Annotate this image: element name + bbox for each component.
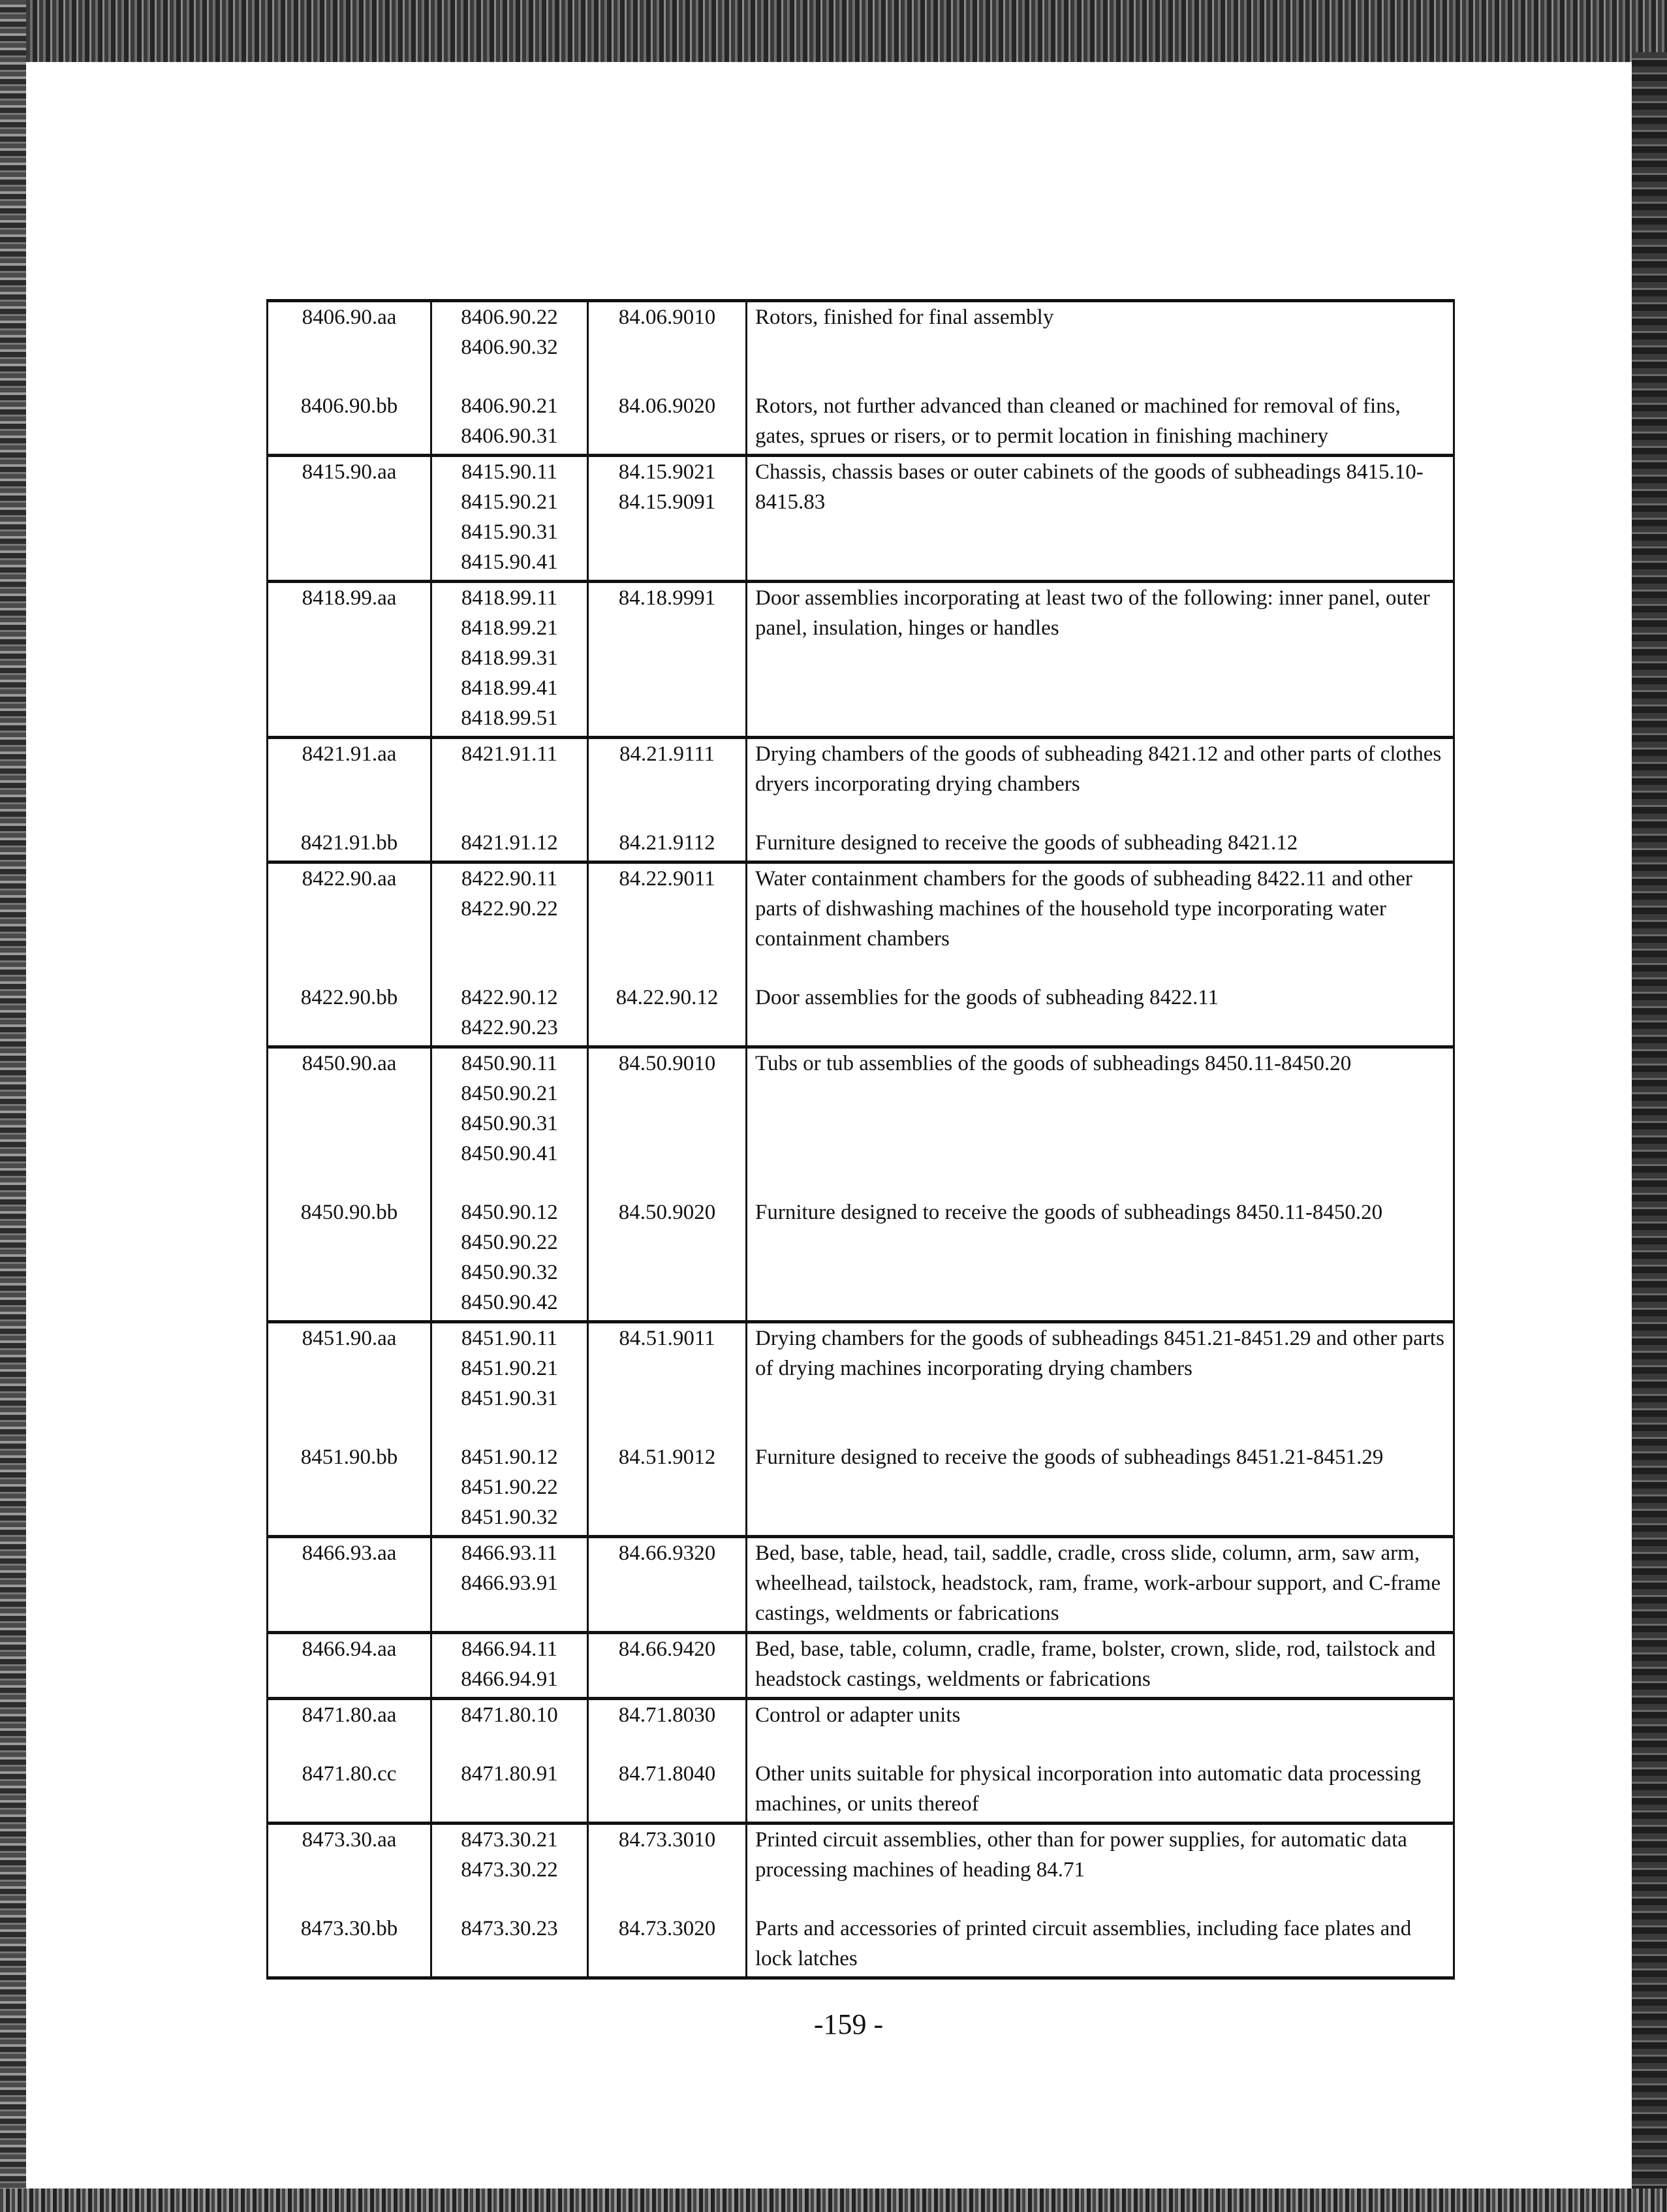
description-text: Control or adapter units bbox=[755, 1703, 961, 1727]
description-text: Water containment chambers for the goods of subheading 8422.11 and other parts of dishwashing machines of the household type incorporating water containment chambers bbox=[755, 867, 1412, 951]
heading-code: 8422.90.bb bbox=[300, 986, 398, 1009]
description-cell bbox=[747, 802, 1454, 862]
description-text: Bed, base, table, column, cradle, frame, bolster, crown, slide, rod, tailstock and headstock castings, weldments or fabrications bbox=[755, 1637, 1436, 1691]
description-text: Bed, base, table, head, tail, saddle, cradle, cross slide, column, arm, saw arm, wheelhead, tailstock, headstock, ram, frame, work-arbour support, and C-frame castings, weldments or fabrications bbox=[755, 1541, 1441, 1625]
description-text: Chassis, chassis bases or outer cabinets of the goods of subheadings 8415.10-8415.83 bbox=[755, 460, 1424, 514]
subheading-code: 8422.90.22 bbox=[461, 897, 558, 921]
tariff-cell bbox=[588, 365, 747, 456]
heading-code: 8421.91.aa bbox=[302, 742, 397, 766]
table-row bbox=[268, 1633, 1454, 1699]
tariff-code: 84.51.9012 bbox=[618, 1446, 716, 1469]
subheading-code: 8418.99.21 bbox=[461, 616, 558, 640]
tariff-code: 84.22.90.12 bbox=[615, 986, 719, 1009]
subheading-code: 8415.90.11 bbox=[461, 460, 558, 484]
subheading-code: 8450.90.31 bbox=[461, 1112, 558, 1135]
subheadings-cell bbox=[431, 1733, 588, 1824]
table-row bbox=[268, 1416, 1454, 1537]
description-cell bbox=[747, 1322, 1454, 1417]
subheadings-cell bbox=[431, 456, 588, 582]
subheadings-cell bbox=[431, 862, 588, 957]
table-row bbox=[268, 1824, 1454, 1888]
tariff-code: 84.06.9020 bbox=[618, 394, 716, 418]
tariff-code: 84.66.9420 bbox=[618, 1637, 716, 1661]
description-text: Door assemblies incorporating at least two of the following: inner panel, outer panel, insulation, hinges or handles bbox=[755, 586, 1430, 640]
tariff-code: 84.66.9320 bbox=[618, 1541, 716, 1565]
tariff-code: 84.15.9021 84.15.9091 bbox=[618, 460, 716, 514]
subheadings-cell bbox=[431, 738, 588, 802]
tariff-code: 84.73.3020 bbox=[618, 1917, 716, 1940]
table-row bbox=[268, 1171, 1454, 1322]
heading-code: 8451.90.aa bbox=[302, 1327, 397, 1350]
subheadings-cell bbox=[431, 582, 588, 738]
heading-cell bbox=[268, 1699, 431, 1733]
description-text: Printed circuit assemblies, other than for power supplies, for automatic data processing machines of heading 84.71 bbox=[755, 1828, 1407, 1882]
tariff-cell bbox=[588, 1322, 747, 1417]
tariff-cell bbox=[588, 1824, 747, 1888]
heading-cell bbox=[268, 1322, 431, 1417]
heading-code: 8422.90.aa bbox=[302, 867, 397, 891]
tariff-table-body bbox=[268, 301, 1454, 1978]
heading-cell bbox=[268, 1633, 431, 1699]
description-cell bbox=[747, 1699, 1454, 1733]
subheading-code: 8451.90.22 bbox=[461, 1476, 558, 1499]
subheadings-cell bbox=[431, 802, 588, 862]
heading-cell bbox=[268, 1733, 431, 1824]
heading-code: 8415.90.aa bbox=[302, 460, 397, 484]
description-cell bbox=[747, 738, 1454, 802]
heading-cell bbox=[268, 582, 431, 738]
subheading-code: 8473.30.23 bbox=[461, 1917, 558, 1940]
subheading-code: 8422.90.12 bbox=[461, 986, 558, 1009]
table-row bbox=[268, 456, 1454, 582]
heading-cell bbox=[268, 456, 431, 582]
tariff-cell bbox=[588, 456, 747, 582]
tariff-code: 84.21.9111 bbox=[619, 742, 715, 766]
subheadings-cell bbox=[431, 1322, 588, 1417]
scan-border-bottom bbox=[0, 2188, 1667, 2212]
table-row bbox=[268, 738, 1454, 802]
tariff-cell bbox=[588, 738, 747, 802]
table-row bbox=[268, 1322, 1454, 1417]
subheading-code: 8450.90.22 bbox=[461, 1231, 558, 1254]
subheading-code: 8451.90.12 bbox=[461, 1446, 558, 1469]
heading-code: 8406.90.bb bbox=[300, 394, 398, 418]
tariff-code: 84.50.9010 bbox=[618, 1052, 716, 1075]
heading-code: 8471.80.aa bbox=[302, 1703, 397, 1727]
tariff-cell bbox=[588, 862, 747, 957]
description-text: Furniture designed to receive the goods of subheading 8421.12 bbox=[755, 831, 1298, 855]
scan-border-right bbox=[1632, 52, 1667, 2188]
description-cell bbox=[747, 1047, 1454, 1172]
heading-code: 8473.30.bb bbox=[300, 1917, 398, 1940]
tariff-cell bbox=[588, 956, 747, 1047]
subheading-code: 8471.80.91 bbox=[461, 1762, 558, 1786]
description-cell bbox=[747, 1537, 1454, 1633]
subheadings-cell bbox=[431, 301, 588, 366]
subheadings-cell bbox=[431, 1888, 588, 1978]
heading-cell bbox=[268, 1537, 431, 1633]
subheading-code: 8451.90.21 bbox=[461, 1357, 558, 1380]
subheadings-cell bbox=[431, 1416, 588, 1537]
description-text: Rotors, finished for final assembly bbox=[755, 306, 1054, 329]
subheading-code: 8466.94.11 bbox=[461, 1637, 558, 1661]
tariff-cell bbox=[588, 1537, 747, 1633]
heading-cell bbox=[268, 738, 431, 802]
description-cell bbox=[747, 1733, 1454, 1824]
tariff-code: 84.50.9020 bbox=[618, 1201, 716, 1224]
subheading-code: 8406.90.32 bbox=[461, 336, 558, 359]
subheadings-cell bbox=[431, 1633, 588, 1699]
description-text: Other units suitable for physical incorporation into automatic data processing machines, or units thereof bbox=[755, 1762, 1421, 1816]
tariff-cell bbox=[588, 1888, 747, 1978]
subheading-code: 8473.30.22 bbox=[461, 1858, 558, 1882]
subheading-code: 8415.90.21 bbox=[461, 490, 558, 514]
subheading-code: 8450.90.41 bbox=[461, 1142, 558, 1165]
subheading-code: 8450.90.42 bbox=[461, 1291, 558, 1314]
tariff-table bbox=[266, 299, 1455, 1980]
subheading-code: 8421.91.11 bbox=[461, 742, 558, 766]
subheading-code: 8406.90.22 bbox=[461, 306, 558, 329]
subheading-code: 8466.93.11 bbox=[461, 1541, 558, 1565]
description-text: Drying chambers of the goods of subheading 8421.12 and other parts of clothes dryers incorporating drying chambers bbox=[755, 742, 1442, 796]
tariff-cell bbox=[588, 1416, 747, 1537]
subheading-code: 8418.99.11 bbox=[461, 586, 558, 610]
subheading-code: 8422.90.11 bbox=[461, 867, 558, 891]
description-text: Parts and accessories of printed circuit assemblies, including face plates and lock latches bbox=[755, 1917, 1412, 1970]
description-cell bbox=[747, 1171, 1454, 1322]
subheading-code: 8415.90.31 bbox=[461, 520, 558, 544]
heading-cell bbox=[268, 1824, 431, 1888]
heading-cell bbox=[268, 1047, 431, 1172]
subheading-code: 8451.90.32 bbox=[461, 1506, 558, 1529]
heading-code: 8450.90.aa bbox=[302, 1052, 397, 1075]
tariff-cell bbox=[588, 802, 747, 862]
heading-cell bbox=[268, 862, 431, 957]
description-text: Tubs or tub assemblies of the goods of subheadings 8450.11-8450.20 bbox=[755, 1052, 1352, 1075]
subheadings-cell bbox=[431, 1824, 588, 1888]
description-text: Furniture designed to receive the goods of subheadings 8451.21-8451.29 bbox=[755, 1446, 1384, 1469]
description-text: Door assemblies for the goods of subheading 8422.11 bbox=[755, 986, 1219, 1009]
scan-border-top bbox=[0, 0, 1667, 62]
tariff-code: 84.06.9010 bbox=[618, 306, 716, 329]
table-row bbox=[268, 365, 1454, 456]
heading-code: 8466.94.aa bbox=[302, 1637, 397, 1661]
description-cell bbox=[747, 956, 1454, 1047]
description-cell bbox=[747, 862, 1454, 957]
tariff-code: 84.71.8030 bbox=[618, 1703, 716, 1727]
tariff-cell bbox=[588, 1699, 747, 1733]
tariff-cell bbox=[588, 1633, 747, 1699]
heading-code: 8451.90.bb bbox=[300, 1446, 398, 1469]
table-row bbox=[268, 1699, 1454, 1733]
heading-cell bbox=[268, 365, 431, 456]
table-row bbox=[268, 1537, 1454, 1633]
tariff-cell bbox=[588, 1047, 747, 1172]
subheading-code: 8418.99.51 bbox=[461, 706, 558, 730]
description-cell bbox=[747, 1633, 1454, 1699]
table-row bbox=[268, 301, 1454, 366]
subheadings-cell bbox=[431, 1537, 588, 1633]
subheading-code: 8422.90.23 bbox=[461, 1016, 558, 1039]
description-cell bbox=[747, 301, 1454, 366]
description-cell bbox=[747, 1416, 1454, 1537]
heading-cell bbox=[268, 956, 431, 1047]
subheadings-cell bbox=[431, 1171, 588, 1322]
heading-cell bbox=[268, 1888, 431, 1978]
scan-border-left bbox=[0, 0, 26, 2212]
heading-cell bbox=[268, 802, 431, 862]
table-row bbox=[268, 956, 1454, 1047]
subheading-code: 8466.93.91 bbox=[461, 1572, 558, 1595]
table-row bbox=[268, 862, 1454, 957]
subheading-code: 8471.80.10 bbox=[461, 1703, 558, 1727]
subheading-code: 8406.90.31 bbox=[461, 424, 558, 448]
description-cell bbox=[747, 582, 1454, 738]
subheading-code: 8450.90.12 bbox=[461, 1201, 558, 1224]
subheading-code: 8450.90.21 bbox=[461, 1082, 558, 1105]
heading-code: 8473.30.aa bbox=[302, 1828, 397, 1852]
heading-code: 8406.90.aa bbox=[302, 306, 397, 329]
subheadings-cell bbox=[431, 1699, 588, 1733]
subheading-code: 8451.90.31 bbox=[461, 1387, 558, 1410]
subheading-code: 8450.90.11 bbox=[461, 1052, 558, 1075]
subheading-code: 8421.91.12 bbox=[461, 831, 558, 855]
subheading-code: 8451.90.11 bbox=[461, 1327, 558, 1350]
heading-cell bbox=[268, 1171, 431, 1322]
subheading-code: 8418.99.41 bbox=[461, 676, 558, 700]
subheading-code: 8418.99.31 bbox=[461, 646, 558, 670]
heading-code: 8450.90.bb bbox=[300, 1201, 398, 1224]
tariff-code: 84.22.9011 bbox=[619, 867, 715, 891]
table-row bbox=[268, 1733, 1454, 1824]
description-text: Rotors, not further advanced than cleaned or machined for removal of fins, gates, sprues or risers, or to permit location in finishing machinery bbox=[755, 394, 1401, 448]
subheading-code: 8406.90.21 bbox=[461, 394, 558, 418]
tariff-cell bbox=[588, 582, 747, 738]
page-number: -159 - bbox=[813, 2008, 884, 2040]
table-row bbox=[268, 1047, 1454, 1172]
table-row bbox=[268, 802, 1454, 862]
subheading-code: 8415.90.41 bbox=[461, 550, 558, 574]
table-row bbox=[268, 1888, 1454, 1978]
description-cell bbox=[747, 365, 1454, 456]
tariff-code: 84.21.9112 bbox=[619, 831, 715, 855]
subheadings-cell bbox=[431, 1047, 588, 1172]
tariff-code: 84.73.3010 bbox=[618, 1828, 716, 1852]
tariff-cell bbox=[588, 1171, 747, 1322]
heading-code: 8466.93.aa bbox=[302, 1541, 397, 1565]
subheading-code: 8473.30.21 bbox=[461, 1828, 558, 1852]
subheading-code: 8450.90.32 bbox=[461, 1261, 558, 1284]
description-text: Drying chambers for the goods of subheadings 8451.21-8451.29 and other parts of drying machines incorporating drying chambers bbox=[755, 1327, 1444, 1380]
description-cell bbox=[747, 1888, 1454, 1978]
subheadings-cell bbox=[431, 365, 588, 456]
heading-code: 8418.99.aa bbox=[302, 586, 397, 610]
tariff-code: 84.71.8040 bbox=[618, 1762, 716, 1786]
subheading-code: 8466.94.91 bbox=[461, 1667, 558, 1691]
heading-code: 8471.80.cc bbox=[302, 1762, 397, 1786]
tariff-code: 84.18.9991 bbox=[618, 586, 716, 610]
table-row bbox=[268, 582, 1454, 738]
heading-cell bbox=[268, 301, 431, 366]
heading-cell bbox=[268, 1416, 431, 1537]
description-text: Furniture designed to receive the goods of subheadings 8450.11-8450.20 bbox=[755, 1201, 1383, 1224]
heading-code: 8421.91.bb bbox=[300, 831, 398, 855]
description-cell bbox=[747, 1824, 1454, 1888]
subheadings-cell bbox=[431, 956, 588, 1047]
tariff-cell bbox=[588, 301, 747, 366]
description-cell bbox=[747, 456, 1454, 582]
tariff-cell bbox=[588, 1733, 747, 1824]
tariff-code: 84.51.9011 bbox=[619, 1327, 715, 1350]
